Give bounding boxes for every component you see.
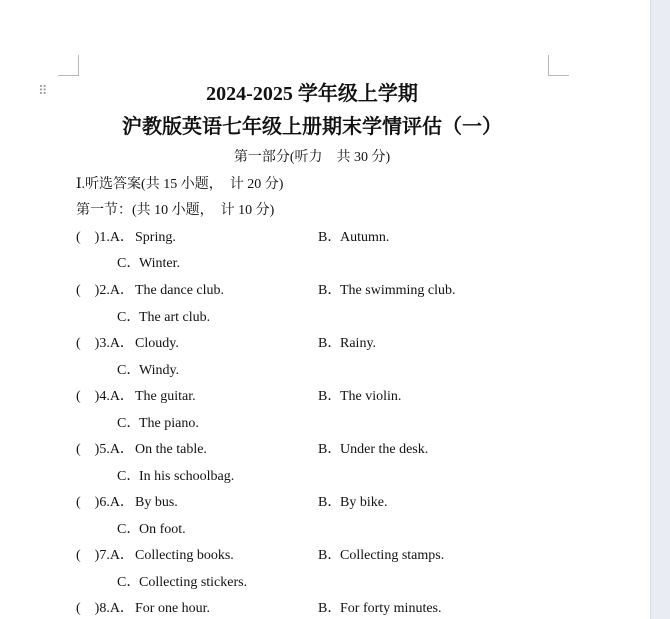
option-a: Collecting books.: [135, 548, 234, 563]
option-a: Spring.: [135, 230, 176, 245]
option-c-letter: C．: [117, 575, 141, 590]
option-a: The guitar.: [135, 389, 196, 404]
option-b: The swimming club.: [340, 283, 456, 298]
question-number: ( )5.A．: [76, 442, 134, 457]
question-number: ( )6.A．: [76, 495, 134, 510]
question-number: ( )8.A．: [76, 601, 134, 616]
option-c-letter: C．: [117, 416, 141, 431]
option-b: Under the desk.: [340, 442, 429, 457]
option-a: By bus.: [135, 495, 178, 510]
option-b: Rainy.: [340, 336, 377, 351]
option-c: The piano.: [139, 416, 199, 431]
option-b-letter: B．: [318, 548, 342, 563]
option-a: Cloudy.: [135, 336, 179, 351]
option-b: Autumn.: [340, 230, 390, 245]
section-heading: Ⅰ.听选答案(共 15 小题， 计 20 分): [76, 177, 284, 192]
option-b-letter: B．: [318, 601, 342, 616]
option-b: Collecting stamps.: [340, 548, 445, 563]
document-subtitle: 沪教版英语七年级上册期末学情评估（一）: [122, 116, 502, 138]
option-c-letter: C．: [117, 469, 141, 484]
option-a: The dance club.: [135, 283, 225, 298]
drag-handle-icon[interactable]: ⠿: [38, 84, 48, 99]
question-number: ( )3.A．: [76, 336, 134, 351]
option-a: On the table.: [135, 442, 207, 457]
option-b: By bike.: [340, 495, 388, 510]
option-b-letter: B．: [318, 442, 342, 457]
document-title: 2024-2025 学年级上学期: [206, 83, 418, 105]
question-number: ( )1.A．: [76, 230, 134, 245]
option-c-letter: C．: [117, 522, 141, 537]
option-b-letter: B．: [318, 230, 342, 245]
part-heading: 第一部分(听力 共 30 分): [233, 150, 391, 165]
option-c: Collecting stickers.: [139, 575, 248, 590]
option-c: In his schoolbag.: [139, 469, 235, 484]
option-c: On foot.: [139, 522, 186, 537]
option-b: The violin.: [340, 389, 402, 404]
option-a: For one hour.: [135, 601, 211, 616]
option-c: Winter.: [139, 256, 181, 271]
scroll-gutter[interactable]: [650, 0, 670, 619]
question-number: ( )4.A．: [76, 389, 134, 404]
question-number: ( )7.A．: [76, 548, 134, 563]
option-b-letter: B．: [318, 336, 342, 351]
subsection-heading: 第一节：(共 10 小题， 计 10 分): [76, 203, 275, 218]
option-b-letter: B．: [318, 389, 342, 404]
page-corner-mark-left: [58, 55, 79, 76]
option-c-letter: C．: [117, 363, 141, 378]
option-b-letter: B．: [318, 283, 342, 298]
option-b-letter: B．: [318, 495, 342, 510]
option-c-letter: C．: [117, 256, 141, 271]
option-b: For forty minutes.: [340, 601, 442, 616]
option-c-letter: C．: [117, 310, 141, 325]
question-number: ( )2.A．: [76, 283, 134, 298]
page-corner-mark-right: [548, 55, 569, 76]
option-c: Windy.: [139, 363, 180, 378]
option-c: The art club.: [139, 310, 211, 325]
